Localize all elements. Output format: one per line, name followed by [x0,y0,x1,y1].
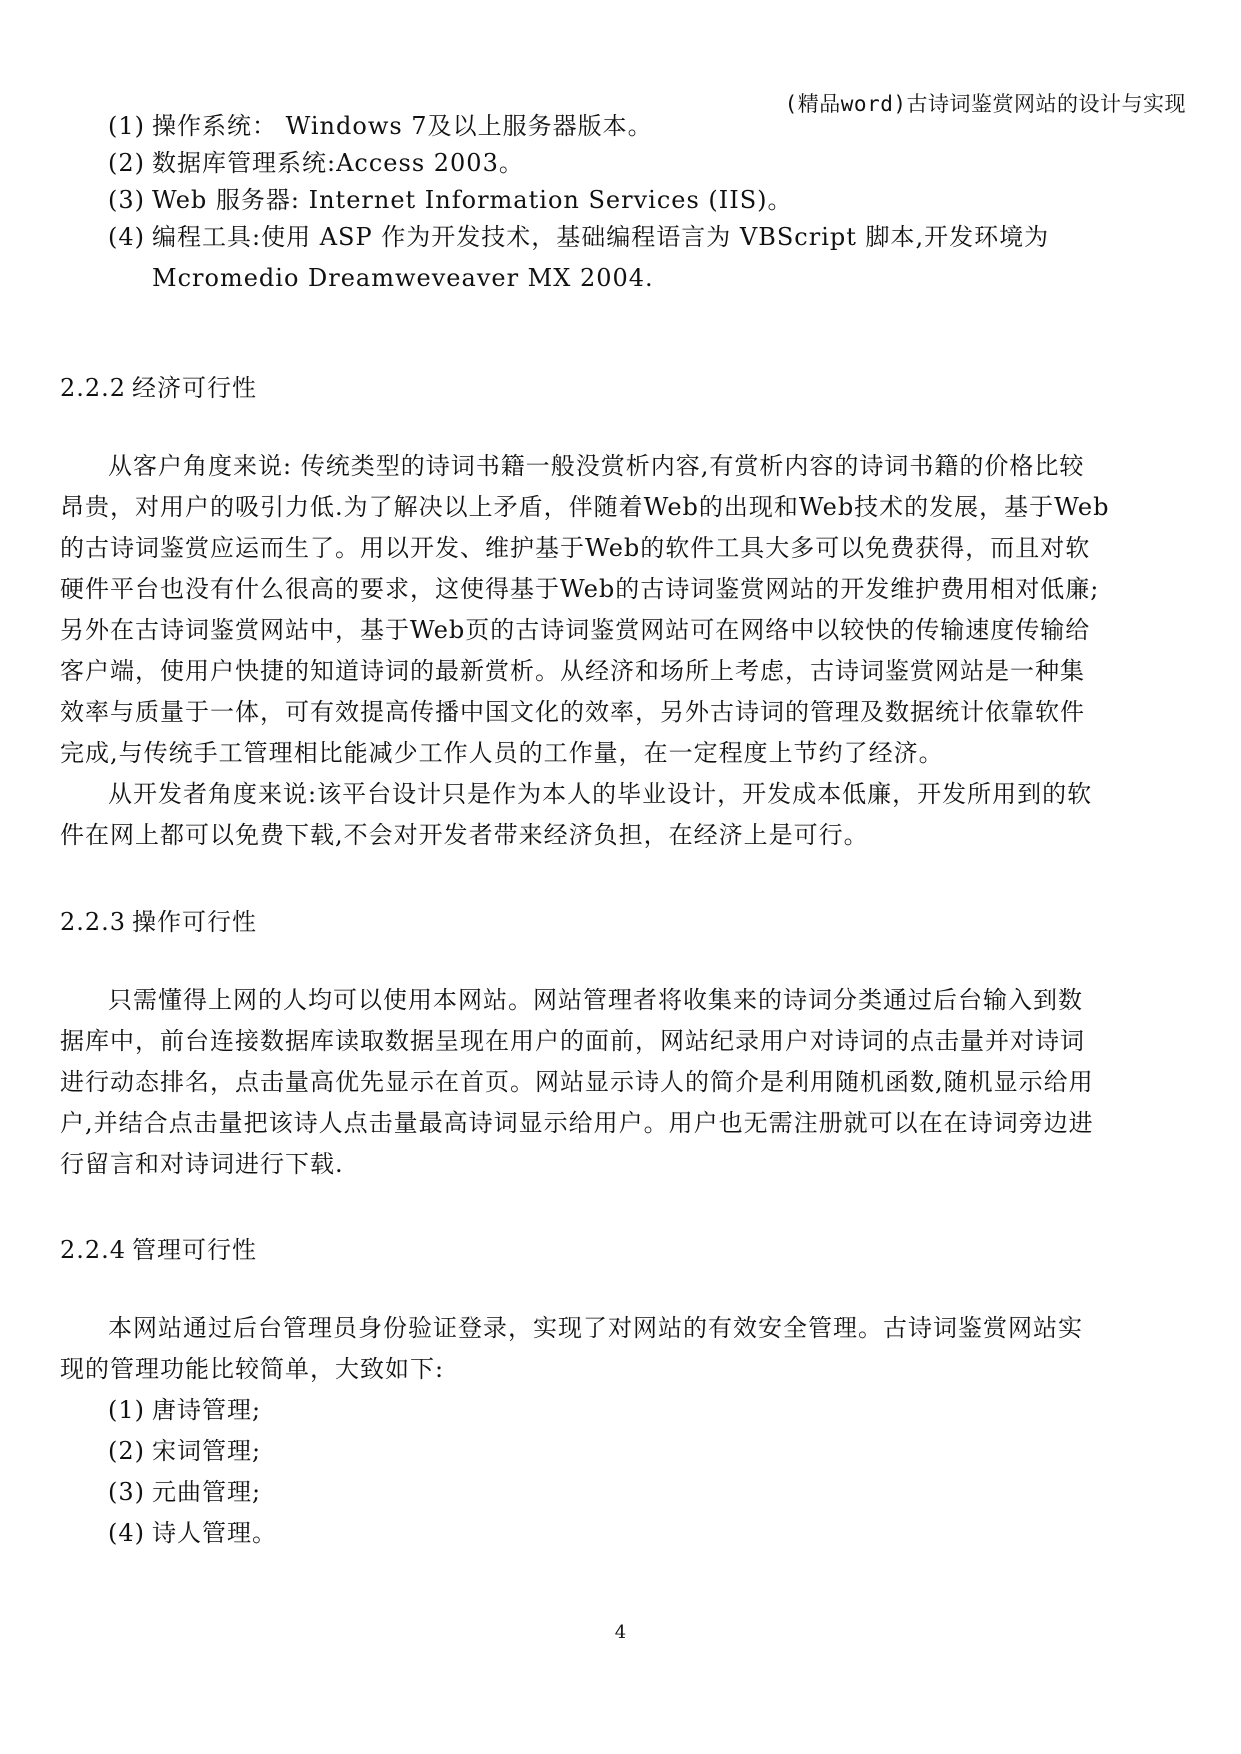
section-number: 2.2.3 [60,908,127,936]
management-list-item-2 [108,1431,1188,1472]
section-title: 操作可行性 [132,908,257,936]
section-title: 经济可行性 [132,374,257,402]
paragraph-operational [60,980,1180,1185]
management-list-item-1 [108,1390,1188,1431]
paragraph-line: 据库中，前台连接数据库读取数据呈现在用户的面前，网站纪录用户对诗词的点击量并对诗词 [60,1027,1085,1055]
list-text: 宋词管理; [152,1437,262,1465]
list-text: 诗人管理。 [152,1519,277,1547]
section-heading-2-2-3 [60,902,257,937]
management-list-item-3 [108,1472,1188,1513]
page-number: 4 [614,1622,627,1643]
paragraph-line: 件在网上都可以免费下载,不会对开发者带来经济负担，在经济上是可行。 [60,821,869,849]
paragraph-economic-2 [60,774,1180,856]
list-text-continuation: Mcromedio Dreamweveaver MX 2004. [152,264,654,292]
paragraph-line: 客户端，使用户快捷的知道诗词的最新赏析。从经济和场所上考虑，古诗词鉴赏网站是一种集 [60,657,1085,685]
list-text: 元曲管理; [152,1478,262,1506]
env-list-item-3 [108,180,1188,221]
list-text: 数据库管理系统:Access 2003。 [152,149,524,177]
section-number: 2.2.4 [60,1236,127,1264]
list-number: (2) [108,149,145,177]
paragraph-line: 从开发者角度来说:该平台设计只是作为本人的毕业设计，开发成本低廉，开发所用到的软 [108,780,1093,808]
paragraph-line: 本网站通过后台管理员身份验证登录，实现了对网站的有效安全管理。古诗词鉴赏网站实 [108,1314,1083,1342]
env-list-item-4 [108,217,1188,299]
section-heading-2-2-4 [60,1230,257,1265]
paragraph-line: 完成,与传统手工管理相比能减少工作人员的工作量，在一定程度上节约了经济。 [60,739,944,767]
paragraph-line: 从客户角度来说: 传统类型的诗词书籍一般没赏析内容,有赏析内容的诗词书籍的价格比较 [108,452,1085,480]
paragraph-line: 现的管理功能比较简单，大致如下: [60,1355,445,1383]
paragraph-line: 的古诗词鉴赏应运而生了。用以开发、维护基于Web的软件工具大多可以免费获得，而且对软 [60,534,1091,562]
list-number: (1) [108,1396,145,1424]
paragraph-line: 昂贵，对用户的吸引力低.为了解决以上矛盾，伴随着Web的出现和Web技术的发展，基于Web [60,493,1110,521]
list-number: (4) [108,1519,145,1547]
paragraph-line: 进行动态排名，点击量高优先显示在首页。网站显示诗人的简介是利用随机函数,随机显示给用 [60,1068,1094,1096]
paragraph-line: 另外在古诗词鉴赏网站中，基于Web页的古诗词鉴赏网站可在网络中以较快的传输速度传输给 [60,616,1091,644]
management-list-item-4 [108,1513,1188,1554]
paragraph-economic-1 [60,446,1180,774]
section-heading-2-2-2 [60,368,257,403]
section-title: 管理可行性 [132,1236,257,1264]
list-number: (1) [108,112,145,140]
env-list-item-1 [108,106,1188,147]
list-number: (3) [108,1478,145,1506]
list-number: (4) [108,223,145,251]
section-number: 2.2.2 [60,374,127,402]
paragraph-line: 硬件平台也没有什么很高的要求，这使得基于Web的古诗词鉴赏网站的开发维护费用相对低廉; [60,575,1100,603]
paragraph-management [60,1308,1180,1390]
list-text: Web 服务器: Internet Information Services (IIS)。 [152,186,793,214]
paragraph-line: 只需懂得上网的人均可以使用本网站。网站管理者将收集来的诗词分类通过后台输入到数 [108,986,1083,1014]
running-header: (精品word)古诗词鉴赏网站的设计与实现 [784,92,1186,116]
list-number: (3) [108,186,145,214]
paragraph-line: 效率与质量于一体，可有效提高传播中国文化的效率，另外古诗词的管理及数据统计依靠软件 [60,698,1085,726]
list-text: 编程工具:使用 ASP 作为开发技术，基础编程语言为 VBScript 脚本,开发环境为 [152,223,1050,251]
list-text: 操作系统： Windows 7及以上服务器版本。 [152,112,653,140]
list-text: 唐诗管理; [152,1396,262,1424]
paragraph-line: 行留言和对诗词进行下载. [60,1150,344,1178]
env-list-item-2 [108,143,1188,184]
paragraph-line: 户,并结合点击量把该诗人点击量最高诗词显示给用户。用户也无需注册就可以在在诗词旁边进 [60,1109,1094,1137]
list-number: (2) [108,1437,145,1465]
